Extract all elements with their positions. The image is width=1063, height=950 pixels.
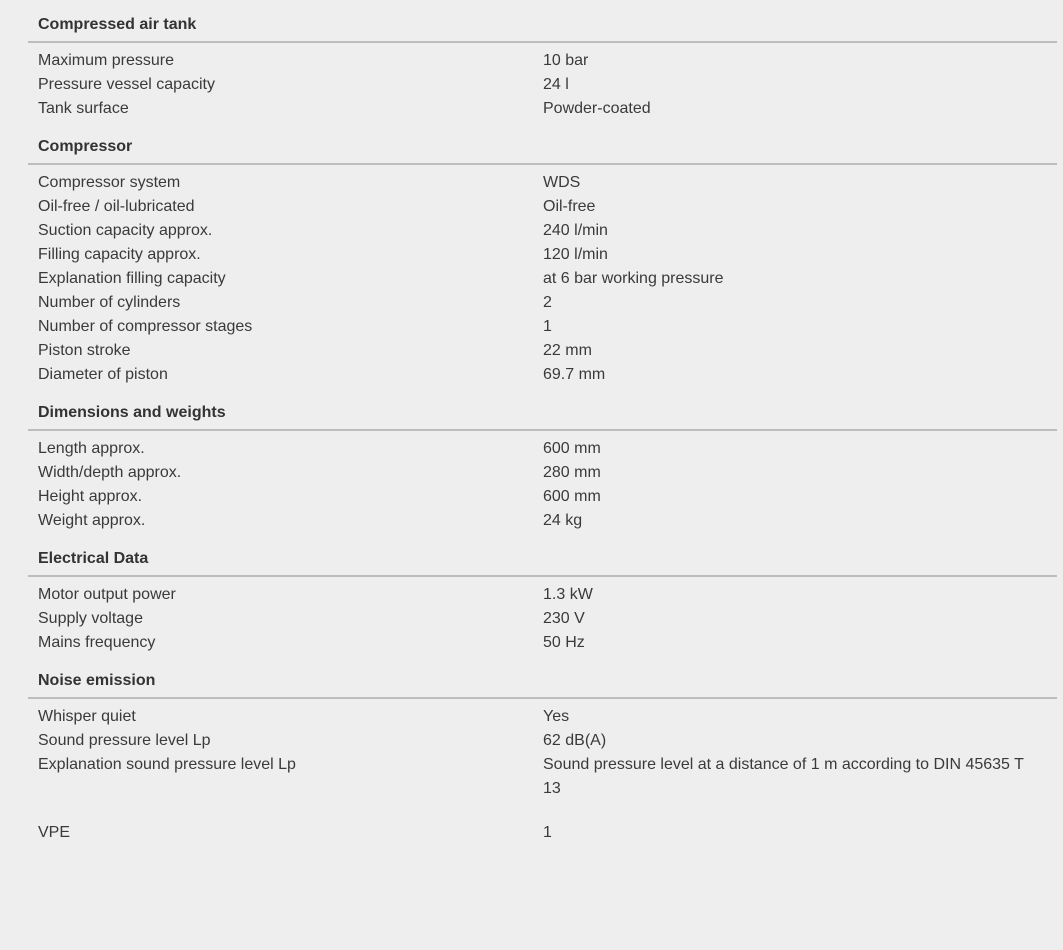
spec-value: 600 mm xyxy=(543,440,601,457)
spec-label: Number of compressor stages xyxy=(38,318,253,335)
spec-label: Piston stroke xyxy=(38,342,131,359)
spec-row xyxy=(28,195,1057,219)
spec-label: Weight approx. xyxy=(38,512,146,529)
spec-row xyxy=(28,363,1057,387)
spec-value: Sound pressure level at a distance of 1 m according to DIN 45635 T 13 xyxy=(543,756,1024,797)
spec-row xyxy=(28,171,1057,195)
spec-label: Maximum pressure xyxy=(38,52,175,69)
spec-row xyxy=(28,607,1057,631)
spec-value: 69.7 mm xyxy=(543,366,606,383)
spec-label: Explanation sound pressure level Lp xyxy=(38,756,296,773)
spec-label: Length approx. xyxy=(38,440,145,457)
spec-value: 62 dB(A) xyxy=(543,732,607,749)
spec-label: Mains frequency xyxy=(38,634,156,651)
section-compressed-air-tank xyxy=(28,13,1057,121)
spec-row xyxy=(28,437,1057,461)
spec-row xyxy=(28,49,1057,73)
spec-value: 50 Hz xyxy=(543,634,585,651)
spec-label: Width/depth approx. xyxy=(38,464,182,481)
spec-label: VPE xyxy=(38,824,71,841)
spec-row xyxy=(28,315,1057,339)
spec-value: 1 xyxy=(543,318,552,335)
spec-row-vpe xyxy=(28,821,1057,845)
spec-row xyxy=(28,485,1057,509)
spec-row xyxy=(28,631,1057,655)
section-dimensions-weights xyxy=(28,401,1057,533)
spec-row xyxy=(28,339,1057,363)
spec-value: 600 mm xyxy=(543,488,601,505)
spec-value: Powder-coated xyxy=(543,100,651,117)
spec-value: 120 l/min xyxy=(543,246,608,263)
spec-label: Motor output power xyxy=(38,586,176,603)
spec-row xyxy=(28,219,1057,243)
spec-row xyxy=(28,583,1057,607)
spec-row xyxy=(28,267,1057,291)
spec-label: Diameter of piston xyxy=(38,366,168,383)
spec-table xyxy=(28,13,1057,859)
spec-value: 2 xyxy=(543,294,552,311)
spec-row xyxy=(28,243,1057,267)
spec-row xyxy=(28,461,1057,485)
spec-value: 24 l xyxy=(543,76,569,93)
spec-row xyxy=(28,97,1057,121)
spec-value: 230 V xyxy=(543,610,585,627)
spec-label: Tank surface xyxy=(38,100,129,117)
spec-row xyxy=(28,291,1057,315)
spec-value: 1 xyxy=(543,824,552,841)
section-title: Compressor xyxy=(28,135,1057,165)
spec-value: 22 mm xyxy=(543,342,592,359)
spec-row xyxy=(28,509,1057,533)
spec-label: Explanation filling capacity xyxy=(38,270,226,287)
section-title: Noise emission xyxy=(28,669,1057,699)
spec-value: 240 l/min xyxy=(543,222,608,239)
section-compressor xyxy=(28,135,1057,387)
spec-value: 1.3 kW xyxy=(543,586,593,603)
spec-value: 24 kg xyxy=(543,512,583,529)
spec-label: Height approx. xyxy=(38,488,143,505)
spec-label: Filling capacity approx. xyxy=(38,246,201,263)
spec-value: 280 mm xyxy=(543,464,601,481)
section-title: Compressed air tank xyxy=(28,13,1057,43)
spec-value: WDS xyxy=(543,174,581,191)
section-noise-emission xyxy=(28,669,1057,845)
spec-row xyxy=(28,73,1057,97)
spec-label: Suction capacity approx. xyxy=(38,222,213,239)
section-title: Dimensions and weights xyxy=(28,401,1057,431)
spec-row xyxy=(28,753,1057,801)
spec-label: Sound pressure level Lp xyxy=(38,732,211,749)
spec-row xyxy=(28,729,1057,753)
section-electrical-data xyxy=(28,547,1057,655)
section-title: Electrical Data xyxy=(28,547,1057,577)
spec-value: Oil-free xyxy=(543,198,596,215)
spec-label: Oil-free / oil-lubricated xyxy=(38,198,195,215)
spec-value: at 6 bar working pressure xyxy=(543,270,724,287)
spec-label: Supply voltage xyxy=(38,610,143,627)
spec-label: Number of cylinders xyxy=(38,294,181,311)
spec-row xyxy=(28,705,1057,729)
spec-label: Whisper quiet xyxy=(38,708,136,725)
spec-label: Pressure vessel capacity xyxy=(38,76,215,93)
spec-label: Compressor system xyxy=(38,174,181,191)
spec-value: Yes xyxy=(543,708,570,725)
spec-value: 10 bar xyxy=(543,52,589,69)
